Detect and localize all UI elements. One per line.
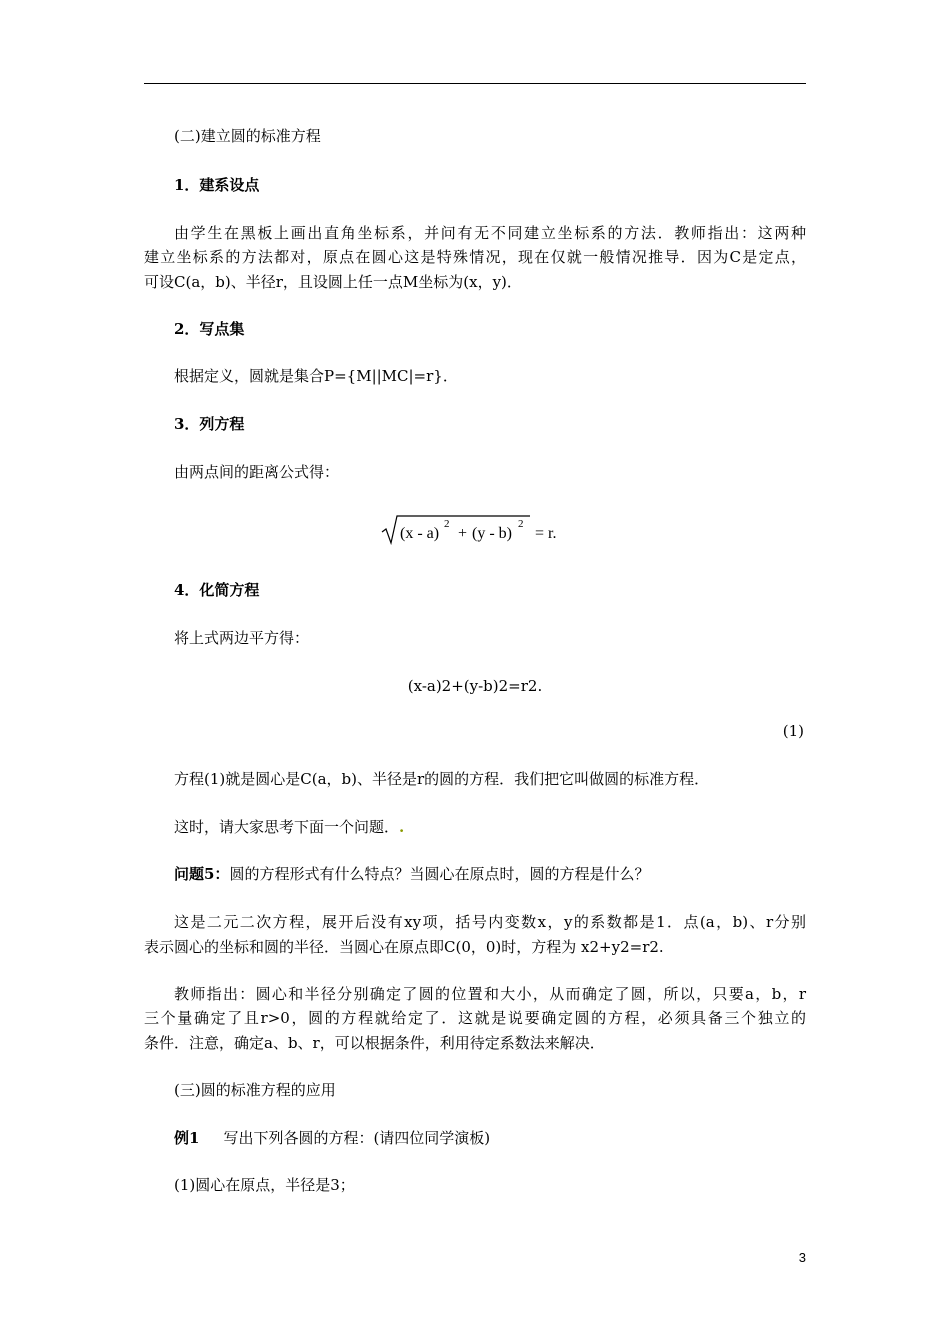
- think-prompt: [174, 817, 806, 837]
- teacher-paragraph-line-2: 三个量确定了且r>0，圆的方程就给定了．这就是说要确定圆的方程，必须具备三个独立的: [144, 1009, 806, 1027]
- equation-explanation: 方程(1)就是圆心是C(a，b)、半径是r的圆的方程．我们把它叫做圆的标准方程．: [174, 770, 710, 788]
- step4-text: 将上式两边平方得：: [174, 629, 310, 647]
- sqrt-rhs: = r.: [535, 525, 557, 542]
- sqrt-exp-2: 2: [518, 518, 524, 530]
- answer-paragraph-line-2: 表示圆心的坐标和圆的半径．当圆心在原点即C(0，0)时，方程为 x2+y2=r2.: [144, 938, 664, 956]
- question-5-label: 问题5：: [174, 865, 230, 883]
- page-number: 3: [798, 1250, 806, 1265]
- sqrt-plus: +: [458, 525, 468, 542]
- example-1-text: 写出下列各圆的方程：(请四位同学演板): [223, 1129, 491, 1147]
- standard-equation: (x-a)2+(y-b)2=r2.: [407, 677, 543, 695]
- example-1: [174, 1128, 806, 1148]
- step1-paragraph-line-1: 由学生在黑板上画出直角坐标系，并问有无不同建立坐标系的方法．教师指出：这两种: [174, 224, 806, 242]
- sqrt-term-1: (x - a): [400, 525, 440, 542]
- header-rule: [144, 83, 806, 84]
- step4-heading: 4．化简方程: [174, 581, 260, 599]
- teacher-paragraph-line-3: 条件．注意，确定a、b、r，可以根据条件，利用待定系数法来解决．: [144, 1034, 605, 1052]
- question-5-text: 圆的方程形式有什么特点？当圆心在原点时，圆的方程是什么？: [229, 865, 650, 883]
- section-heading-3: (三)圆的标准方程的应用: [174, 1081, 336, 1099]
- step1-paragraph-line-3: 可设C(a，b)、半径r，且设圆上任一点M坐标为(x，y)．: [144, 273, 522, 291]
- step3-heading: 3．列方程: [174, 415, 245, 433]
- think-prompt-text: 这时，请大家思考下面一个问题．: [174, 818, 400, 836]
- equation-number: (1): [782, 722, 804, 740]
- section-heading-2: (二)建立圆的标准方程: [174, 127, 321, 145]
- sqrt-term-2: (y - b): [472, 525, 512, 542]
- example-1-label: 例1: [174, 1129, 200, 1147]
- step2-text: 根据定义，圆就是集合P={M||MC|=r}．: [174, 367, 458, 385]
- distance-formula: [0, 512, 950, 546]
- step1-heading: 1．建系设点: [174, 176, 260, 194]
- sqrt-formula-graphic: [380, 512, 570, 546]
- example-1-item-1: (1)圆心在原点，半径是3；: [174, 1176, 355, 1194]
- think-prompt-mark: .: [399, 818, 405, 836]
- teacher-paragraph-line-1: 教师指出：圆心和半径分别确定了圆的位置和大小，从而确定了圆，所以，只要a，b，r: [174, 985, 806, 1003]
- question-5: [174, 864, 806, 884]
- sqrt-exp-1: 2: [444, 518, 450, 530]
- answer-paragraph-line-1: 这是二元二次方程，展开后没有xy项，括号内变数x，y的系数都是1．点(a，b)、r分别: [174, 913, 806, 931]
- step2-heading: 2．写点集: [174, 320, 245, 338]
- step3-text: 由两点间的距离公式得：: [174, 463, 340, 481]
- step1-paragraph-line-2: 建立坐标系的方法都对，原点在圆心这是特殊情况，现在仅就一般情况推导．因为C是定点，: [144, 248, 806, 266]
